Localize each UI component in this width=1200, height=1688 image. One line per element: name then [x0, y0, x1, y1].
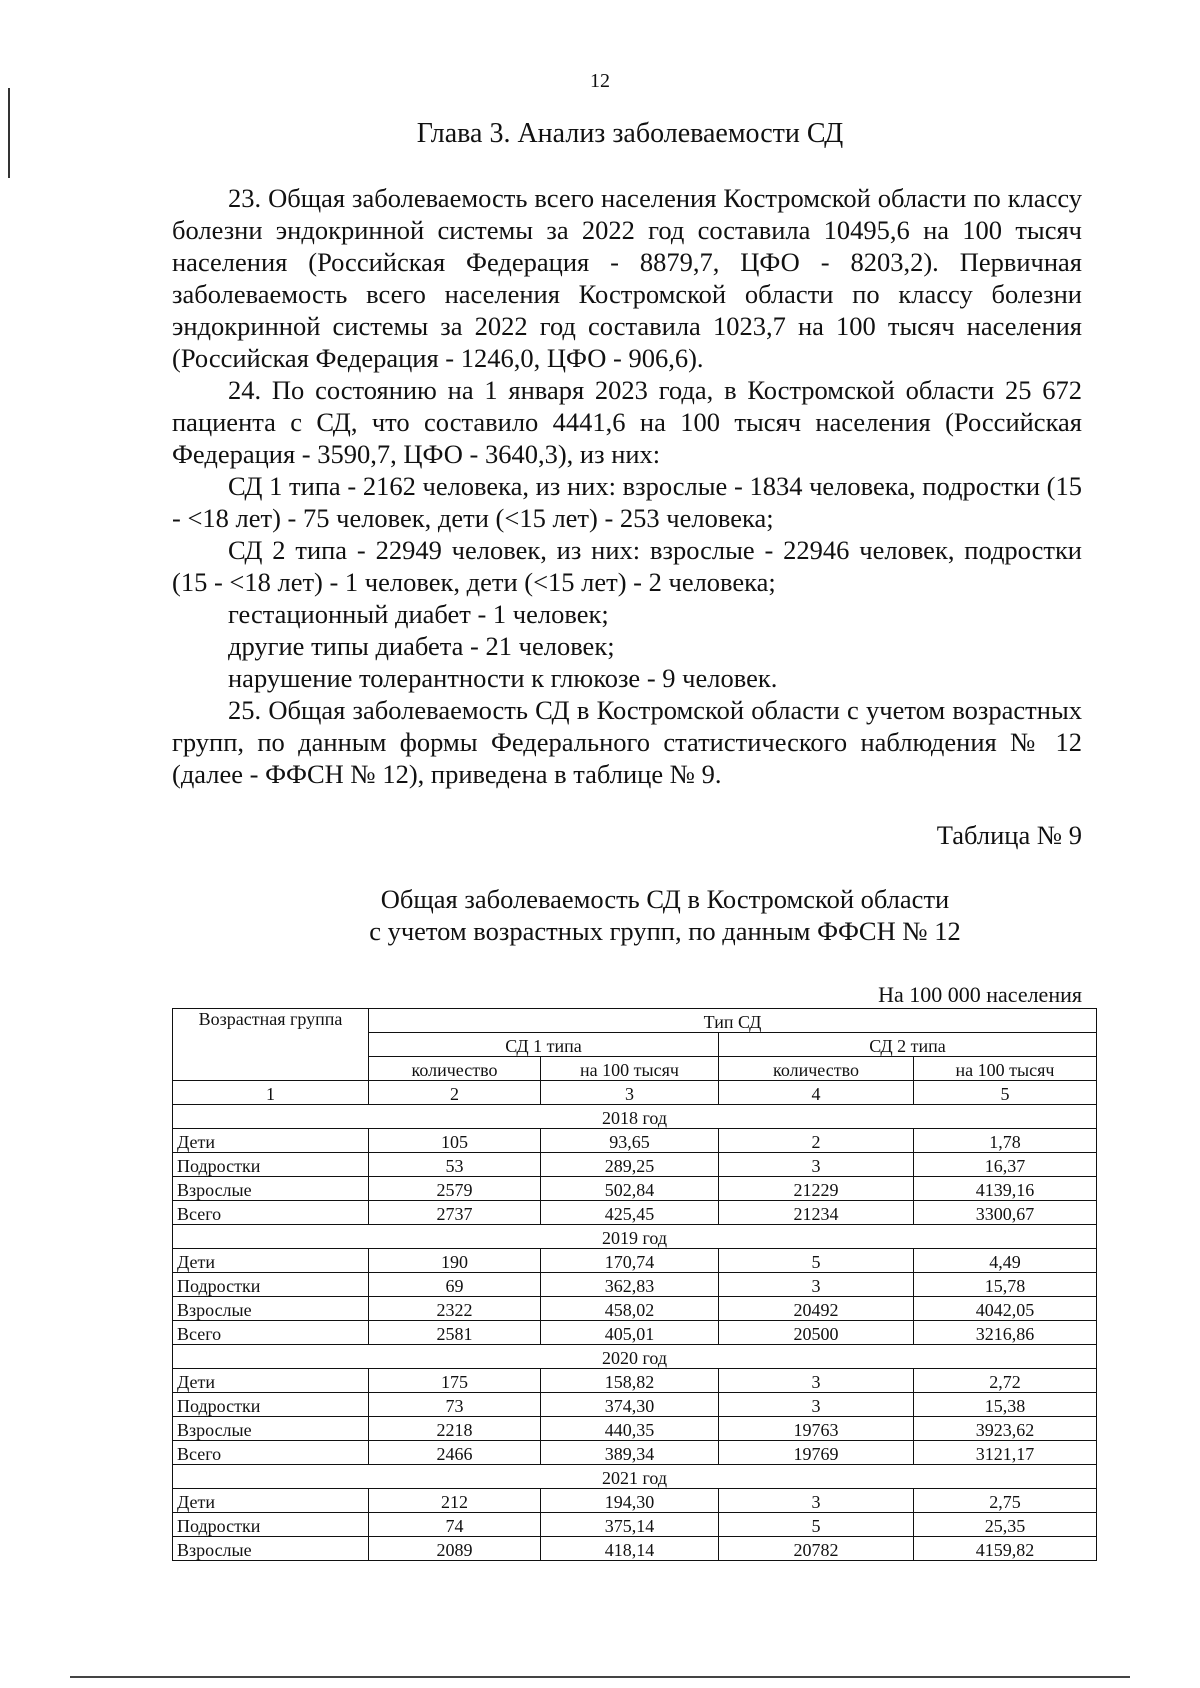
value-cell: 194,30: [541, 1489, 719, 1513]
table-title-line-1: Общая заболеваемость СД в Костромской области: [380, 884, 950, 914]
value-cell: 2,75: [914, 1489, 1097, 1513]
value-cell: 2218: [369, 1417, 541, 1441]
chapter-title: Глава 3. Анализ заболеваемости СД: [416, 118, 844, 149]
value-cell: 2466: [369, 1441, 541, 1465]
value-cell: 405,01: [541, 1321, 719, 1345]
age-group-cell: Подростки: [173, 1153, 369, 1177]
table-row: [173, 1369, 1097, 1393]
paragraph-other-types: другие типы диабета - 21 человек;: [228, 631, 615, 661]
value-cell: 4139,16: [914, 1177, 1097, 1201]
table-row: [173, 1249, 1097, 1273]
table-title: [300, 883, 1030, 947]
value-cell: 458,02: [541, 1297, 719, 1321]
value-cell: 3216,86: [914, 1321, 1097, 1345]
table-row: [173, 1273, 1097, 1297]
value-cell: 1,78: [914, 1129, 1097, 1153]
value-cell: 73: [369, 1393, 541, 1417]
value-cell: 2: [719, 1129, 914, 1153]
paragraph-tolerance: нарушение толерантности к глюкозе - 9 человек.: [228, 663, 778, 693]
value-cell: 3923,62: [914, 1417, 1097, 1441]
table-row: [173, 1393, 1097, 1417]
value-cell: 93,65: [541, 1129, 719, 1153]
table-row: [173, 1537, 1097, 1561]
value-cell: 289,25: [541, 1153, 719, 1177]
paragraph-gestational: гестационный диабет - 1 человек;: [228, 599, 609, 629]
page-number: 12: [590, 70, 610, 92]
age-group-cell: Взрослые: [173, 1537, 369, 1561]
value-cell: 20492: [719, 1297, 914, 1321]
age-group-cell: Взрослые: [173, 1417, 369, 1441]
value-cell: 3: [719, 1489, 914, 1513]
value-cell: 3300,67: [914, 1201, 1097, 1225]
col-number-5: 5: [914, 1081, 1097, 1105]
value-cell: 21234: [719, 1201, 914, 1225]
value-cell: 389,34: [541, 1441, 719, 1465]
year-row: [173, 1345, 1097, 1369]
value-cell: 3: [719, 1153, 914, 1177]
age-group-cell: Всего: [173, 1321, 369, 1345]
value-cell: 20782: [719, 1537, 914, 1561]
paragraph-sd2: СД 2 типа - 22949 человек, из них: взрослые - 22946 человек, подростки (15 - <18 лет) - 1 человек, дети (<15 лет) - 2 человека;: [172, 535, 1082, 597]
year-label: 2019 год: [173, 1225, 1097, 1249]
value-cell: 19769: [719, 1441, 914, 1465]
value-cell: 175: [369, 1369, 541, 1393]
value-cell: 19763: [719, 1417, 914, 1441]
year-row: [173, 1105, 1097, 1129]
col-number-3: 3: [541, 1081, 719, 1105]
header-sd2-per100k: на 100 тысяч: [914, 1057, 1097, 1081]
header-sd1-qty: количество: [369, 1057, 541, 1081]
age-group-cell: Всего: [173, 1201, 369, 1225]
value-cell: 418,14: [541, 1537, 719, 1561]
year-label: 2018 год: [173, 1105, 1097, 1129]
paragraph-sd1: СД 1 типа - 2162 человека, из них: взрослые - 1834 человека, подростки (15 - <18 лет) - 75 человек, дети (<15 лет) - 253 человека;: [172, 471, 1082, 533]
value-cell: 2322: [369, 1297, 541, 1321]
value-cell: 16,37: [914, 1153, 1097, 1177]
incidence-table: [172, 1008, 1097, 1561]
table-header: [173, 1009, 1097, 1105]
table-row: [173, 1297, 1097, 1321]
year-row: [173, 1225, 1097, 1249]
value-cell: 4042,05: [914, 1297, 1097, 1321]
table-row: [173, 1201, 1097, 1225]
age-group-cell: Подростки: [173, 1273, 369, 1297]
paragraph-25: 25. Общая заболеваемость СД в Костромской области с учетом возрастных групп, по данным формы Федерального статистического наблюдения № 12 (далее - ФФСН № 12), приведена в таблице № 9.: [172, 695, 1082, 789]
value-cell: 362,83: [541, 1273, 719, 1297]
table-row: [173, 1321, 1097, 1345]
value-cell: 21229: [719, 1177, 914, 1201]
value-cell: 25,35: [914, 1513, 1097, 1537]
value-cell: 2737: [369, 1201, 541, 1225]
age-group-cell: Дети: [173, 1129, 369, 1153]
header-sd2: СД 2 типа: [719, 1033, 1097, 1057]
table-body: [173, 1105, 1097, 1561]
body-text: [172, 182, 1082, 790]
value-cell: 3121,17: [914, 1441, 1097, 1465]
value-cell: 3: [719, 1369, 914, 1393]
units-note: На 100 000 населения: [878, 982, 1082, 1007]
value-cell: 105: [369, 1129, 541, 1153]
age-group-cell: Взрослые: [173, 1177, 369, 1201]
header-age-group: Возрастная группа: [173, 1009, 369, 1081]
age-group-cell: Подростки: [173, 1513, 369, 1537]
table-row: [173, 1177, 1097, 1201]
value-cell: 5: [719, 1513, 914, 1537]
header-sd1-per100k: на 100 тысяч: [541, 1057, 719, 1081]
value-cell: 5: [719, 1249, 914, 1273]
table-row: [173, 1441, 1097, 1465]
table-label: Таблица № 9: [936, 820, 1082, 850]
value-cell: 170,74: [541, 1249, 719, 1273]
header-sd1: СД 1 типа: [369, 1033, 719, 1057]
value-cell: 2089: [369, 1537, 541, 1561]
col-number-4: 4: [719, 1081, 914, 1105]
header-type: Тип СД: [369, 1009, 1097, 1033]
year-row: [173, 1465, 1097, 1489]
age-group-cell: Дети: [173, 1489, 369, 1513]
scan-bottom-line: [70, 1676, 1130, 1678]
value-cell: 2581: [369, 1321, 541, 1345]
age-group-cell: Дети: [173, 1249, 369, 1273]
value-cell: 2,72: [914, 1369, 1097, 1393]
value-cell: 3: [719, 1393, 914, 1417]
table-row: [173, 1417, 1097, 1441]
col-number-2: 2: [369, 1081, 541, 1105]
value-cell: 2579: [369, 1177, 541, 1201]
age-group-cell: Взрослые: [173, 1297, 369, 1321]
value-cell: 53: [369, 1153, 541, 1177]
value-cell: 158,82: [541, 1369, 719, 1393]
table-row: [173, 1489, 1097, 1513]
year-label: 2021 год: [173, 1465, 1097, 1489]
value-cell: 4,49: [914, 1249, 1097, 1273]
value-cell: 4159,82: [914, 1537, 1097, 1561]
value-cell: 74: [369, 1513, 541, 1537]
table-title-line-2: с учетом возрастных групп, по данным ФФСН № 12: [369, 916, 961, 946]
value-cell: 212: [369, 1489, 541, 1513]
age-group-cell: Подростки: [173, 1393, 369, 1417]
value-cell: 425,45: [541, 1201, 719, 1225]
table-row: [173, 1513, 1097, 1537]
col-number-1: 1: [173, 1081, 369, 1105]
value-cell: 3: [719, 1273, 914, 1297]
value-cell: 440,35: [541, 1417, 719, 1441]
age-group-cell: Всего: [173, 1441, 369, 1465]
value-cell: 502,84: [541, 1177, 719, 1201]
value-cell: 15,78: [914, 1273, 1097, 1297]
value-cell: 374,30: [541, 1393, 719, 1417]
value-cell: 190: [369, 1249, 541, 1273]
value-cell: 375,14: [541, 1513, 719, 1537]
table-row: [173, 1153, 1097, 1177]
paragraph-23: 23. Общая заболеваемость всего населения Костромской области по классу болезни эндокринной системы за 2022 год составила 10495,6 на 100 тысяч населения (Российская Федерация - 8879,7, ЦФО - 8203,2). Первичная заболеваемость всего населения Костромской области по классу болезни эндокринной системы за 2022 год составила 1023,7 на 100 тысяч населения (Российская Федерация - 1246,0, ЦФО - 906,6).: [172, 183, 1082, 373]
header-sd2-qty: количество: [719, 1057, 914, 1081]
value-cell: 69: [369, 1273, 541, 1297]
paragraph-24: 24. По состоянию на 1 января 2023 года, в Костромской области 25 672 пациента с СД, что составило 4441,6 на 100 тысяч населения (Российская Федерация - 3590,7, ЦФО - 3640,3), из них:: [172, 375, 1082, 469]
year-label: 2020 год: [173, 1345, 1097, 1369]
value-cell: 20500: [719, 1321, 914, 1345]
table-row: [173, 1129, 1097, 1153]
age-group-cell: Дети: [173, 1369, 369, 1393]
value-cell: 15,38: [914, 1393, 1097, 1417]
